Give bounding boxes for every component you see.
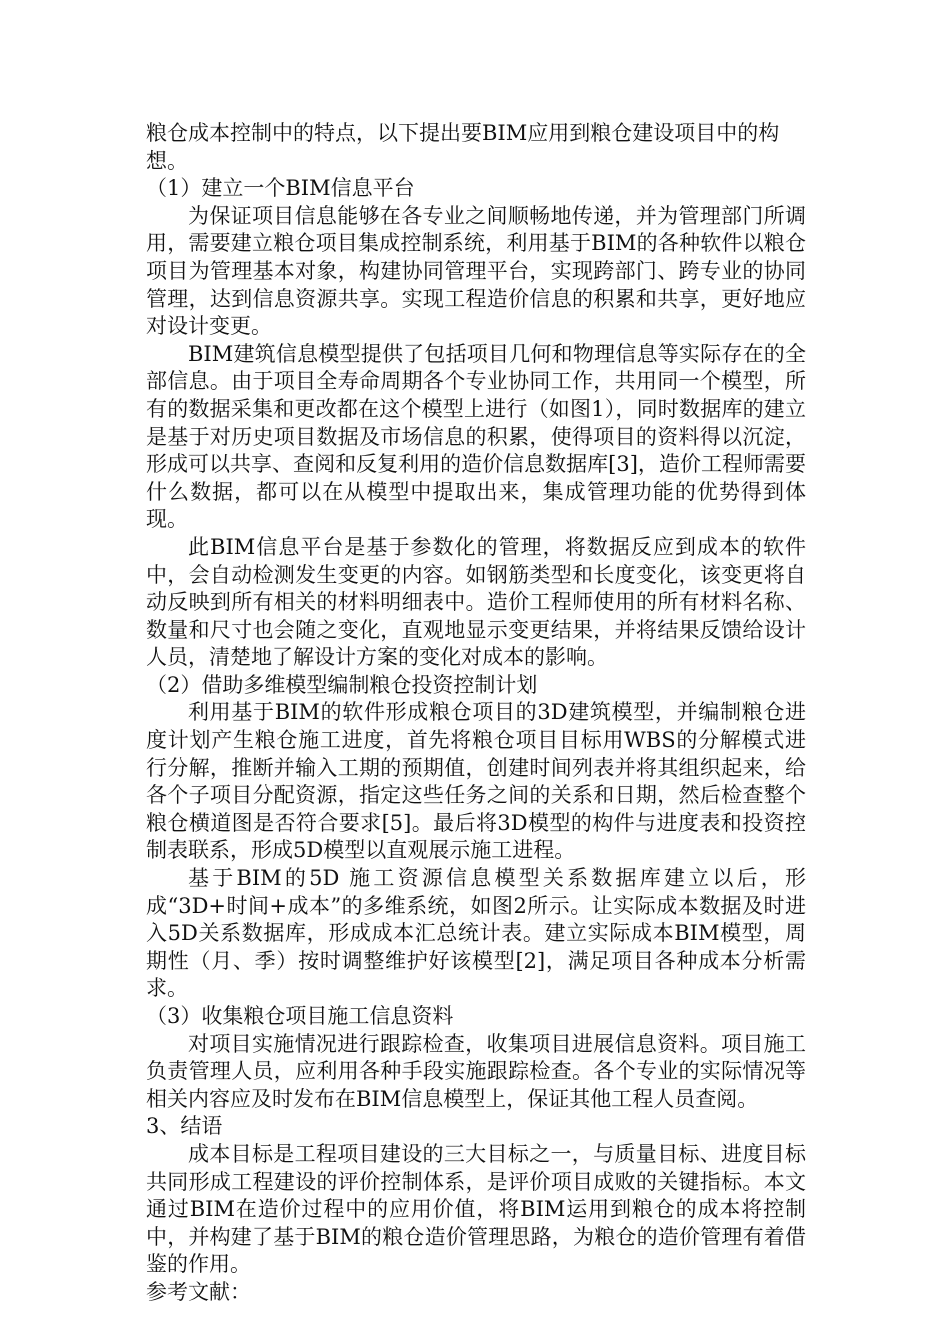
paragraph: 为保证项目信息能够在各专业之间顺畅地传递，并为管理部门所调用，需要建立粮仓项目集成控制系统，利用基于BIM的各种软件以粮仓项目为管理基本对象，构建协同管理平台，实现跨部门、跨专业的协同管理，达到信息资源共享。实现工程造价信息的积累和共享，更好地应对设计变更。 [146, 203, 806, 339]
paragraph: 此BIM信息平台是基于参数化的管理，将数据反应到成本的软件中，会自动检测发生变更的内容。如钢筋类型和长度变化，该变更将自动反映到所有相关的材料明细表中。造价工程师使用的所有材料名称、数量和尺寸也会随之变化，直观地显示变更结果，并将结果反馈给设计人员，清楚地了解设计方案的变化对成本的影响。 [146, 534, 806, 670]
paragraph: 对项目实施情况进行跟踪检查，收集项目进展信息资料。项目施工负责管理人员，应利用各种手段实施跟踪检查。各个专业的实际情况等相关内容应及时发布在BIM信息模型上，保证其他工程人员查阅。 [146, 1031, 806, 1111]
section-heading-1: （1）建立一个BIM信息平台 [146, 176, 415, 201]
document-body [146, 120, 806, 1307]
paragraph: 基于BIM的5D 施工资源信息模型关系数据库建立以后，形成“3D+时间+成本”的多维系统，如图2所示。让实际成本数据及时进入5D关系数据库，形成成本汇总统计表。建立实际成本BIM模型，周期性（月、季）按时调整维护好该模型[2]，满足项目各种成本分析需求。 [146, 866, 806, 1001]
section-heading-2: （2）借助多维模型编制粮仓投资控制计划 [146, 672, 538, 697]
paragraph: 成本目标是工程项目建设的三大目标之一，与质量目标、进度目标共同形成工程建设的评价控制体系，是评价项目成败的关键指标。本文通过BIM在造价过程中的应用价值，将BIM运用到粮仓的成本将控制中，并构建了基于BIM的粮仓造价管理思路，为粮仓的造价管理有着借鉴的作用。 [146, 1141, 806, 1277]
paragraph: 利用基于BIM的软件形成粮仓项目的3D建筑模型，并编制粮仓进度计划产生粮仓施工进度，首先将粮仓项目目标用WBS的分解模式进行分解，推断并输入工期的预期值，创建时间列表并将其组织起来，给各个子项目分配资源，指定这些任务之间的关系和日期，然后检查整个粮仓横道图是否符合要求[5]。最后将3D模型的构件与进度表和投资控制表联系，形成5D模型以直观展示施工进程。 [146, 700, 806, 863]
conclusion-heading: 3、结语 [146, 1114, 223, 1139]
section-heading-3: （3）收集粮仓项目施工信息资料 [146, 1004, 454, 1028]
paragraph-continuation: 粮仓成本控制中的特点，以下提出要BIM应用到粮仓建设项目中的构想。 [146, 121, 780, 173]
references-heading: 参考文献： [146, 1279, 251, 1304]
paragraph: BIM建筑信息模型提供了包括项目几何和物理信息等实际存在的全部信息。由于项目全寿命周期各个专业协同工作，共用同一个模型，所有的数据采集和更改都在这个模型上进行（如图1），同时数据库的建立是基于对历史项目数据及市场信息的积累，使得项目的资料得以沉淀，形成可以共享、查阅和反复利用的造价信息数据库[3]，造价工程师需要什么数据，都可以在从模型中提取出来，集成管理功能的优势得到体现。 [146, 341, 806, 532]
